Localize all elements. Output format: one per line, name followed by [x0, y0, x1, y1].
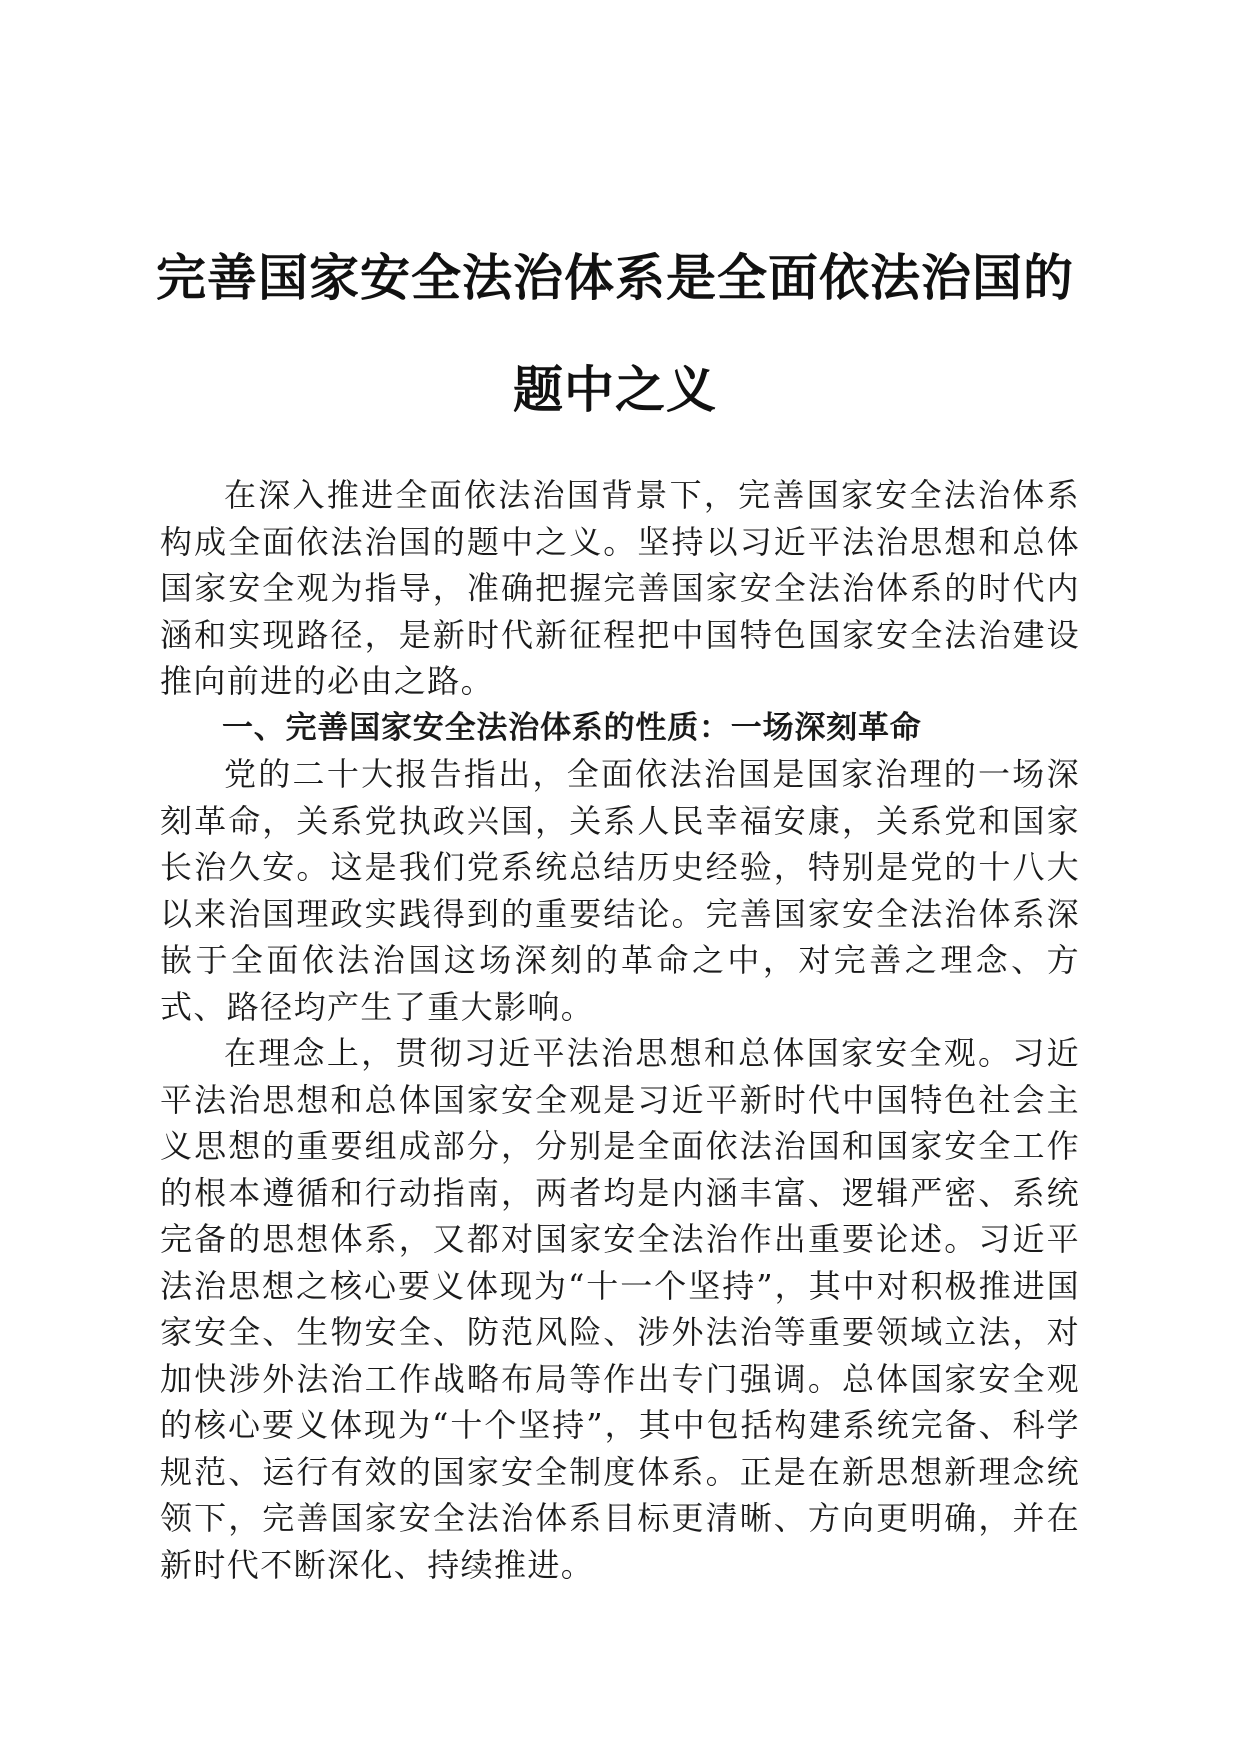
section-heading: 一、完善国家安全法治体系的性质：一场深刻革命 [222, 709, 922, 746]
body-paragraph: 在理念上，贯彻习近平法治思想和总体国家安全观。习近平法治思想和总体国家安全观是习近平新时代中国特色社会主义思想的重要组成部分，分别是全面依法治国和国家安全工作的根本遵循和行动指南，两者均是内涵丰富、逻辑严密、系统完备的思想体系，又都对国家安全法治作出重要论述。习近平法治思想之核心要义体现为“十一个坚持”，其中对积极推进国家安全、生物安全、防范风险、涉外法治等重要领域立法，对加快涉外法治工作战略布局等作出专门强调。总体国家安全观的核心要义体现为“十个坚持”，其中包括构建系统完备、科学规范、运行有效的国家安全制度体系。正是在新思想新理念统领下，完善国家安全法治体系目标更清晰、方向更明确，并在新时代不断深化、持续推进。 [160, 1034, 1080, 1584]
intro-paragraph: 在深入推进全面依法治国背景下，完善国家安全法治体系构成全面依法治国的题中之义。坚持以习近平法治思想和总体国家安全观为指导，准确把握完善国家安全法治体系的时代内涵和实现路径，是新时代新征程把中国特色国家安全法治建设推向前进的必由之路。 [160, 476, 1080, 700]
document-title: 完善国家安全法治体系是全面依法治国的题中之义 [156, 248, 1074, 419]
document-body [160, 472, 1080, 1588]
body-paragraph: 党的二十大报告指出，全面依法治国是国家治理的一场深刻革命，关系党执政兴国，关系人民幸福安康，关系党和国家长治久安。这是我们党系统总结历史经验，特别是党的十八大以来治国理政实践得到的重要结论。完善国家安全法治体系深嵌于全面依法治国这场深刻的革命之中，对完善之理念、方式、路径均产生了重大影响。 [160, 755, 1080, 1026]
